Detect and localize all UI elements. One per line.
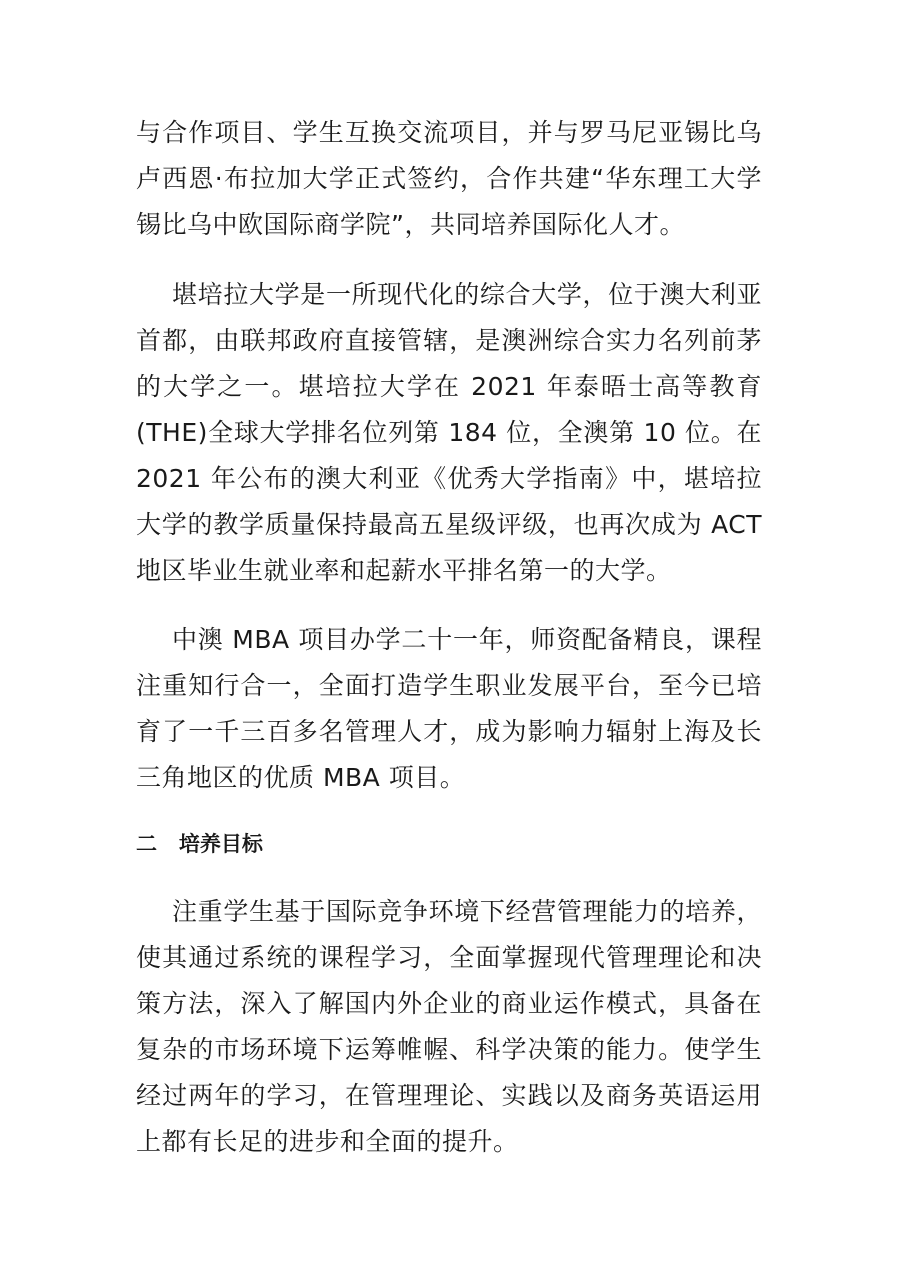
paragraph-training-goals: 注重学生基于国际竞争环境下经营管理能力的培养，使其通过系统的课程学习，全面掌握现代管理理论和决策方法，深入了解国内外企业的商业运作模式，具备在复杂的市场环境下运筹帷幄、科学决策的能力。使学生经过两年的学习，在管理理论、实践以及商务英语运用上都有长足的进步和全面的提升。: [136, 897, 762, 1156]
paragraph-canberra-university: 堪培拉大学是一所现代化的综合大学，位于澳大利亚首都，由联邦政府直接管辖，是澳洲综合实力名列前茅的大学之一。堪培拉大学在 2021 年泰晤士高等教育(THE)全球大学排名位列第 184 位，全澳第 10 位。在 2021 年公布的澳大利亚《优秀大学指南》中，堪培拉大学的教学质量保持最高五星级评级，也再次成为 ACT 地区毕业生就业率和起薪水平排名第一的大学。: [136, 280, 762, 585]
paragraph-partnership: 与合作项目、学生互换交流项目，并与罗马尼亚锡比乌卢西恩·布拉加大学正式签约，合作共建“华东理工大学锡比乌中欧国际商学院”，共同培养国际化人才。: [136, 118, 762, 239]
section-heading-training-goals: 二 培养目标: [136, 831, 263, 856]
paragraph-mba-program: 中澳 MBA 项目办学二十一年，师资配备精良，课程注重知行合一，全面打造学生职业发展平台，至今已培育了一千三百多名管理人才，成为影响力辐射上海及长三角地区的优质 MBA 项目。: [136, 625, 762, 792]
